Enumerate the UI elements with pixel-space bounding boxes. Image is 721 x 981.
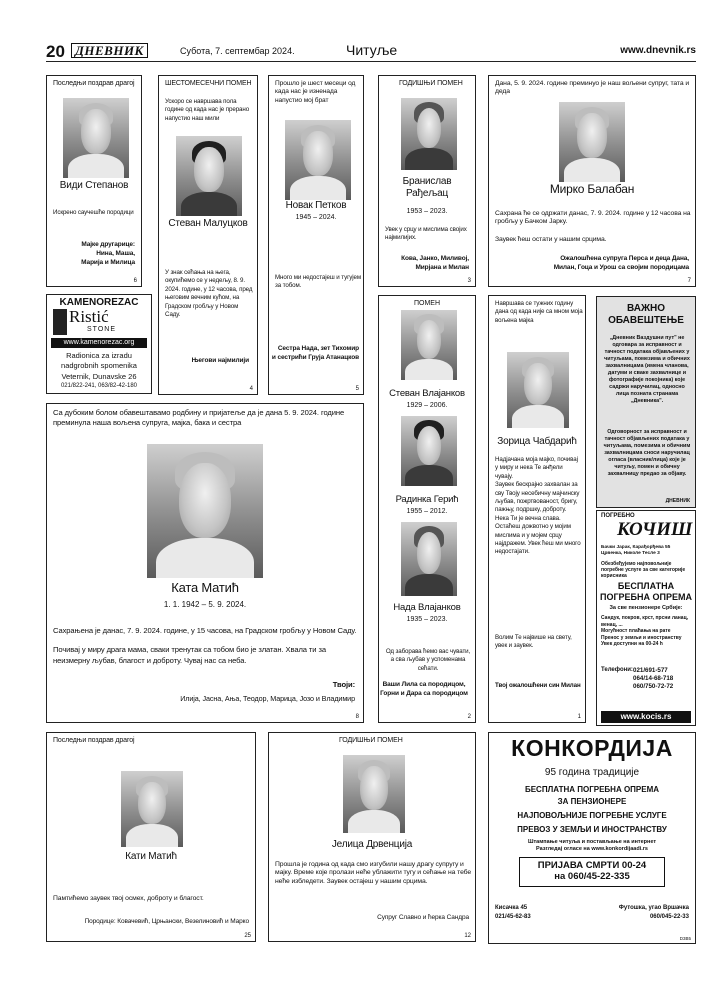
ad-phones: 021/822-241, 063/82-42-180 (60, 383, 138, 389)
ad-list-item: Увек доступни на 00-24 h (601, 641, 663, 648)
life-dates: 1953 – 2023. (406, 208, 448, 215)
ad-line2: ЗА ПЕНЗИОНЕРЕ (557, 797, 627, 806)
ad-line4: ПРЕВОЗ У ЗЕМЉИ И ИНОСТРАНСТВУ (517, 825, 667, 834)
person-name-2: Радинка Герић (395, 494, 459, 505)
portrait-photo-1 (401, 310, 457, 380)
portrait-photo-2 (401, 416, 457, 486)
ad-free-sub: За све пензионере Србије: (609, 605, 683, 611)
signature-label: Твоји: (332, 680, 355, 689)
ad-tagline: 95 година традиције (544, 767, 640, 778)
notice-heading: Прошло је шест месеци од када нас је изненада напустио мој брат (275, 80, 356, 104)
notice-number: 25 (244, 933, 251, 939)
portrait-photo (176, 136, 242, 216)
portrait-photo-3 (401, 522, 457, 596)
notice-number: 2 (467, 714, 471, 720)
deceased-name: Бранислав Рађељац (402, 176, 452, 199)
portrait-photo (121, 771, 183, 847)
notice-number: 3 (467, 278, 471, 284)
notice-heading: Са дубоким болом обавештавамо родбину и пријатеље да је дана 5. 9. 2024. године преминула наша вољена супруга, мајка, бака и сестра (53, 408, 345, 427)
portrait-photo (285, 120, 351, 200)
notice-text: У знак сећања на њега, окупићемо се у недељу, 8. 9. 2024. године, у 12 часова, пред његовим вечним кућом, на Градском гробљу у Новом Саду. (165, 269, 253, 319)
notice-text: Надјачана моја мајко, почивај у миру и нека Те анђели чувају. Заувек бескрајно захвалан за сву Твоју несебичну мајчинску љубав, пожртвованост, бригу, пажњу, подршку, доброту. Нека Ти је вечна слава. Остаћеш дожвотно у мојим мислима и у мојем срцу најдражем. Увек ћеш ми много недостајати. (495, 456, 581, 556)
deceased-name: Кати Матић (125, 851, 177, 862)
ad-kocis (596, 510, 696, 726)
memorial-three-persons (378, 295, 476, 723)
ad-box-line2: на 060/45-22-335 (554, 871, 630, 882)
person-dates-1: 1929 – 2006. (406, 402, 448, 409)
ad-top: KAMENOREZAC (59, 297, 139, 308)
ad-code: D3B5 (679, 936, 691, 941)
notice-heading: ГОДИШЊИ ПОМЕН (339, 737, 403, 744)
ad-phone-2: 060/045-22-33 (649, 914, 689, 920)
notice-text-2: Почивај у миру драга мама, сваки тренутак са тобом био је златан. Хвала ти за неизмерну љубав, благост и доброту. Чувај нас са неба. (53, 645, 326, 665)
notice-intro: Ускоро се навршава пола године од када нас је прерано напустио наш мили (165, 98, 250, 122)
deceased-name: Зорица Чабдарић (497, 436, 577, 447)
ad-address: Veternik, Dunavske 26 (61, 372, 137, 381)
ad-item: Обезбеђујемо најповољније погребне услуге за све категорије корисника (601, 561, 686, 580)
notice-text: Сахрана ће се одржати данас, 7. 9. 2024. године у 12 часова на гробљу у Бачком Јарку. (495, 210, 691, 226)
obituary-zorica-cabdaric (488, 295, 586, 723)
ad-list-item: Сандук, покров, крст, прсни ланац, венац, ... (601, 615, 689, 628)
ad-address-2: Футошка, угао Вршачка (618, 905, 689, 911)
notice-heading: ГОДИШЊИ ПОМЕН (399, 80, 463, 87)
portrait-photo (63, 98, 129, 178)
portrait-photo (343, 755, 405, 833)
section-title: Читуље (346, 42, 398, 58)
deceased-name: Ката Матић (171, 580, 239, 595)
ad-website[interactable]: www.kocis.rs (601, 711, 691, 723)
signature: Ожалошћена супруга Перса и деца Дана, Милан, Гоца и Урош са својим породицама (553, 255, 689, 271)
ad-phone-1: 021/45-62-83 (495, 914, 531, 920)
life-dates: 1945 – 2024. (295, 214, 337, 221)
notice-text: Прошла је година од када смо изгубили нашу драгу супругу и мајку. Време које пролази неће ублажити тугу и сећање на тебе неће избледети. Заувек остајеш у нашим срцима. (275, 861, 472, 885)
portrait-photo (147, 444, 263, 578)
notice-text-2: Заувек ћеш остати у нашим срцима. (495, 236, 607, 243)
ad-line1: Radionica za izradu (66, 351, 132, 360)
ristic-logo-icon (53, 309, 67, 335)
ad-line3: НАЈПОВОЉНИЈЕ ПОГРЕБНЕ УСЛУГЕ (517, 811, 667, 820)
signature: Мајке другарице: Нина, Маша, Марија и Милица (81, 241, 135, 266)
signature: Кова, Јанко, Миливој, Мирјана и Милан (401, 255, 469, 271)
notice-text: Много ми недостајеш и тугујем за тобом. (275, 274, 361, 290)
person-dates-2: 1955 – 2012. (406, 508, 448, 515)
person-name-1: Стеван Влајанков (389, 388, 465, 399)
life-dates: 1. 1. 1942 – 5. 9. 2024. (163, 600, 247, 609)
person-dates-3: 1935 – 2023. (406, 616, 448, 623)
notice-number: 5 (355, 386, 359, 392)
notice-number: 4 (249, 386, 253, 392)
ad-address-1: Кисачка 45 (495, 905, 528, 911)
ad-box-line1: ПРИЈАВА СМРТИ 00-24 (537, 860, 647, 871)
ad-phone-label: Телефони: (601, 667, 633, 673)
deceased-name: Мирко Балабан (549, 182, 635, 196)
notice-heading: ПОМЕН (413, 300, 441, 307)
notice-number: 7 (687, 278, 691, 284)
deceased-name: Види Степанов (59, 180, 129, 191)
ad-url[interactable]: www.kamenorezac.org (51, 338, 147, 348)
portrait-photo (507, 352, 569, 428)
ad-address: Бачки Јарак, Карађорђева 55 Црвенка, Николе Тесле 3 (601, 545, 671, 556)
notice-text: Од заборава ћемо вас чувати, а сва љубав у успоменама сећати. (385, 648, 471, 672)
page-header (46, 40, 696, 62)
ad-list-item: Могућност плаћања на рате (601, 628, 671, 635)
ad-death-report-box (519, 857, 665, 887)
obituary-branislav-radjeljac (378, 75, 476, 287)
ad-brand: КОНКОРДИЈА (511, 735, 673, 761)
notice-text-2: Волим Те највише на свету, увек и заувек. (495, 634, 572, 650)
notice-heading: ШЕСТОМЕСЕЧНИ ПОМЕН (165, 80, 252, 87)
notice-heading: Навршава се тужних годину дана од када није са мном моја вољена мајка (495, 300, 583, 324)
obituary-novak-petkov (268, 75, 364, 395)
notice-sign: ДНЕВНИК (665, 498, 690, 504)
deceased-name: Стеван Малуцков (168, 218, 248, 229)
notice-title: ВАЖНО ОБАВЕШТЕЊЕ (608, 303, 684, 326)
newspaper-logo: ДНЕВНИК (71, 43, 148, 58)
obituary-mirko-balaban (488, 75, 696, 287)
ad-brand: КОЧИШ (617, 519, 693, 540)
notice-body-1: „Дневник Ваздушни пут" не одговара за исправност и тачност података објављених у читуљама, помезима и обичних захвалницама (имена чланова, датуми и сваке захвалнице и фотографије покојника) које садржи наручилац, односно лица позната странама „Дневника". (604, 335, 690, 404)
obituary-stevan-maluckov (158, 75, 258, 395)
signature: Твој ожалошћени син Милан (495, 682, 581, 689)
ad-konkordija (488, 732, 696, 944)
issue-date: Субота, 7. септембар 2024. (180, 46, 295, 56)
obituary-kata-matic (46, 403, 364, 723)
deceased-name: Јелица Дрвенција (331, 839, 413, 850)
ad-list (601, 615, 693, 648)
signature: Породице: Ковачевић, Црњански, Везелиновић и Марко (84, 918, 249, 925)
ad-small: ПОГРЕБНО (601, 513, 635, 519)
ad-brand-sub: STONE (87, 326, 116, 333)
signature: Супруг Славно и ћерка Сандра (377, 914, 469, 921)
signature: Сестра Нада, зет Тихомир и сестрићи Груја Атанацков (271, 345, 359, 361)
notice-number: 1 (577, 714, 581, 720)
ad-free-equipment: БЕСПЛАТНА ПОГРЕБНА ОПРЕМА (599, 581, 693, 602)
signature: Његови најмилији (191, 357, 249, 364)
notice-body-2: Одговорност за исправност и тачност објављених података у читуљама, помезима и обичним захвалницама сноси наручилац огласа (власник/лица) које је читуљу, помен и обичну захвалницу предао за објаву. (603, 429, 691, 477)
ad-list-item: Пренос у земљи и иностранству (601, 634, 682, 641)
notice-heading: Дана, 5. 9. 2024. године преминуо је наш вољени супруг, тата и деда (495, 80, 690, 96)
ad-line2: nadgrobnih spomenika (61, 361, 137, 370)
portrait-photo (559, 102, 625, 182)
website-link[interactable]: www.dnevnik.rs (620, 45, 696, 56)
ad-small-print: Штампање читуља и постављање на интернет Разгледај огласе на www.konkordijaadi.rs (527, 839, 657, 852)
notice-number: 12 (464, 933, 471, 939)
signature: Ваши Лила са породицом, Горни и Дара са породицом (380, 681, 468, 697)
ad-kamenorezac-ristic (46, 294, 152, 394)
page-number: 20 (46, 42, 65, 61)
notice-text: Памтићемо заувек твој осмех, доброту и благост. (53, 895, 204, 902)
memorial-jelica-drvencija (268, 732, 476, 942)
notice-heading: Последњи поздрав драгој (53, 80, 135, 87)
ad-important-notice (596, 296, 696, 508)
notice-number: 6 (133, 278, 137, 284)
farewell-kati-matic (46, 732, 256, 942)
person-name-3: Нада Влајанков (393, 602, 461, 613)
ad-brand: Ristić (69, 307, 109, 326)
obituary-vida-stepanov (46, 75, 142, 287)
notice-heading: Последњи поздрав драгој (53, 737, 135, 744)
notice-text: Искрено саучешће породици (53, 209, 134, 216)
notice-number: 8 (355, 714, 359, 720)
notice-text: Сахрањена је данас, 7. 9. 2024. године, у 15 часова, на Градском гробљу у Новом Саду. (53, 626, 357, 635)
notice-text: Увек у срцу и мислима својих најмилијих. (385, 226, 467, 242)
ad-phones: 021/691-577 064/14-68-718 060/750-72-72 (633, 667, 674, 690)
ad-line1: БЕСПЛАТНА ПОГРЕБНА ОПРЕМА (524, 785, 660, 794)
signature: Илија, Јасна, Ања, Теодор, Марица, Јозо и Владимир (180, 694, 355, 703)
deceased-name: Новак Петков (285, 200, 347, 211)
portrait-photo (401, 98, 457, 170)
